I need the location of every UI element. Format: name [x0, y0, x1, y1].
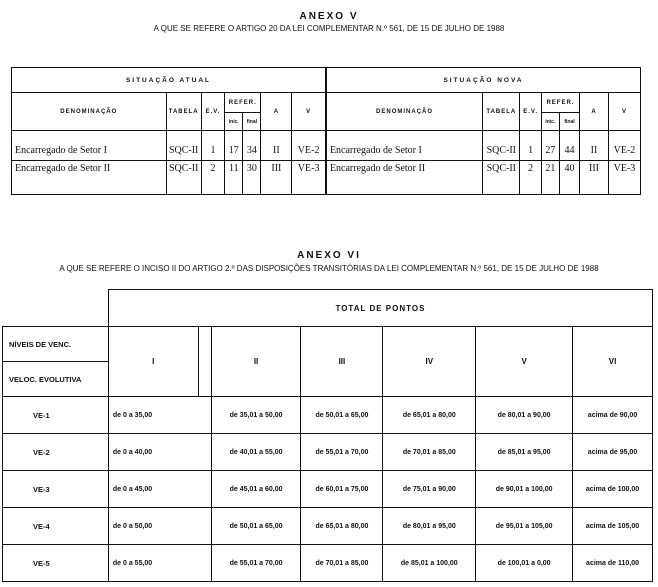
col-ev: E.V. [201, 93, 224, 131]
col-a: A [580, 93, 609, 131]
points-cell: de 55,01 a 70,00 [211, 545, 301, 582]
corner-cell [3, 290, 109, 327]
col-ev: E.V. [520, 93, 541, 131]
anexo-vi-table [2, 289, 653, 582]
cell-inic: 21 [541, 161, 559, 195]
cell-a: III [580, 161, 609, 195]
points-cell: de 35,01 a 50,00 [211, 397, 301, 434]
points-cell: de 85,01 a 100,00 [383, 545, 476, 582]
col-a: A [261, 93, 292, 131]
col-refer: REFER. [541, 93, 579, 113]
points-cell: de 70,01 a 85,00 [383, 434, 476, 471]
veloc-evolutiva-label: VELOC. EVOLUTIVA [3, 362, 109, 397]
anexo-v-table [11, 67, 641, 195]
spacer-cell [198, 327, 211, 397]
points-cell: de 80,01 a 95,00 [383, 508, 476, 545]
cell-ev: 1 [520, 131, 541, 161]
points-cell: de 0 a 35,00 [108, 397, 211, 434]
level-header: III [301, 327, 383, 397]
points-cell: de 40,01 a 55,00 [211, 434, 301, 471]
points-cell: de 50,01 a 65,00 [211, 508, 301, 545]
cell-inic: 27 [541, 131, 559, 161]
points-cell: acima de 110,00 [573, 545, 653, 582]
cell-tabela: SQC-II [166, 161, 201, 195]
table-row [3, 397, 653, 434]
cell-denominacao: Encarregado de Setor II [12, 161, 167, 195]
level-header: I [108, 327, 198, 397]
points-cell: de 60,01 a 75,00 [301, 471, 383, 508]
ve-label: VE-2 [3, 434, 109, 471]
level-header: II [211, 327, 301, 397]
cell-v: VE-2 [608, 131, 640, 161]
cell-v: VE-3 [608, 161, 640, 195]
anexo-v-title: ANEXO V [299, 11, 359, 22]
cell-denominacao: Encarregado de Setor II [326, 161, 483, 195]
col-v: V [292, 93, 326, 131]
col-denominacao: DENOMINAÇÃO [12, 93, 167, 131]
points-cell: de 65,01 a 80,00 [301, 508, 383, 545]
points-cell: de 100,01 a 0,00 [476, 545, 573, 582]
ve-label: VE-4 [3, 508, 109, 545]
ve-label: VE-3 [3, 471, 109, 508]
cell-ev: 2 [520, 161, 541, 195]
cell-ev: 2 [201, 161, 224, 195]
points-cell: de 0 a 55,00 [108, 545, 211, 582]
table-row [12, 161, 641, 195]
points-cell: de 90,01 a 100,00 [476, 471, 573, 508]
cell-denominacao: Encarregado de Setor I [12, 131, 167, 161]
col-tabela: TABELA [166, 93, 201, 131]
cell-final: 40 [559, 161, 579, 195]
col-refer: REFER. [225, 93, 261, 113]
points-cell: acima de 100,00 [573, 471, 653, 508]
cell-v: VE-3 [292, 161, 326, 195]
points-cell: de 70,01 a 85,00 [301, 545, 383, 582]
situacao-atual-header: SITUAÇÃO ATUAL [12, 68, 326, 93]
points-cell: de 50,01 a 65,00 [301, 397, 383, 434]
points-cell: acima de 105,00 [573, 508, 653, 545]
cell-final: 30 [243, 161, 261, 195]
points-cell: acima de 90,00 [573, 397, 653, 434]
col-final: final [559, 113, 579, 131]
table-row [12, 131, 641, 161]
col-inic: inic. [541, 113, 559, 131]
points-cell: de 0 a 40,00 [108, 434, 211, 471]
points-cell: de 95,01 a 105,00 [476, 508, 573, 545]
points-cell: de 45,01 a 60,00 [211, 471, 301, 508]
cell-inic: 17 [225, 131, 243, 161]
anexo-vi-subtitle: A QUE SE REFERE O INCISO II DO ARTIGO 2.º DAS DISPOSIÇÕES TRANSITÓRIAS DA LEI COMPLEMENTAR N.º 561, DE 15 DE JULHO DE 1988 [59, 264, 599, 273]
ve-label: VE-5 [3, 545, 109, 582]
cell-a: III [261, 161, 292, 195]
points-cell: de 80,01 a 90,00 [476, 397, 573, 434]
cell-v: VE-2 [292, 131, 326, 161]
cell-final: 34 [243, 131, 261, 161]
niveis-venc-label: NÍVEIS DE VENC. [3, 327, 109, 362]
table-row [3, 545, 653, 582]
points-cell: de 75,01 a 90,00 [383, 471, 476, 508]
total-pontos-header: TOTAL DE PONTOS [108, 290, 652, 327]
cell-a: II [261, 131, 292, 161]
table-row [3, 434, 653, 471]
points-cell: de 85,01 a 95,00 [476, 434, 573, 471]
cell-tabela: SQC-II [483, 161, 520, 195]
cell-denominacao: Encarregado de Setor I [326, 131, 483, 161]
points-cell: de 0 a 45,00 [108, 471, 211, 508]
cell-inic: 11 [225, 161, 243, 195]
cell-ev: 1 [201, 131, 224, 161]
level-header: IV [383, 327, 476, 397]
col-final: final [243, 113, 261, 131]
level-header: VI [573, 327, 653, 397]
level-header: V [476, 327, 573, 397]
anexo-vi-title: ANEXO VI [297, 250, 361, 261]
col-denominacao: DENOMINAÇÃO [326, 93, 483, 131]
points-cell: acima de 95,00 [573, 434, 653, 471]
points-cell: de 65,01 a 80,00 [383, 397, 476, 434]
col-v: V [608, 93, 640, 131]
cell-tabela: SQC-II [166, 131, 201, 161]
col-inic: inic. [225, 113, 243, 131]
points-cell: de 0 a 50,00 [108, 508, 211, 545]
cell-tabela: SQC-II [483, 131, 520, 161]
table-row [3, 508, 653, 545]
ve-label: VE-1 [3, 397, 109, 434]
col-tabela: TABELA [483, 93, 520, 131]
situacao-nova-header: SITUAÇÃO NOVA [326, 68, 641, 93]
cell-final: 44 [559, 131, 579, 161]
anexo-v-subtitle: A QUE SE REFERE O ARTIGO 20 DA LEI COMPLEMENTAR N.º 561, DE 15 DE JULHO DE 1988 [153, 24, 505, 33]
cell-a: II [580, 131, 609, 161]
table-row [3, 471, 653, 508]
points-cell: de 55,01 a 70,00 [301, 434, 383, 471]
